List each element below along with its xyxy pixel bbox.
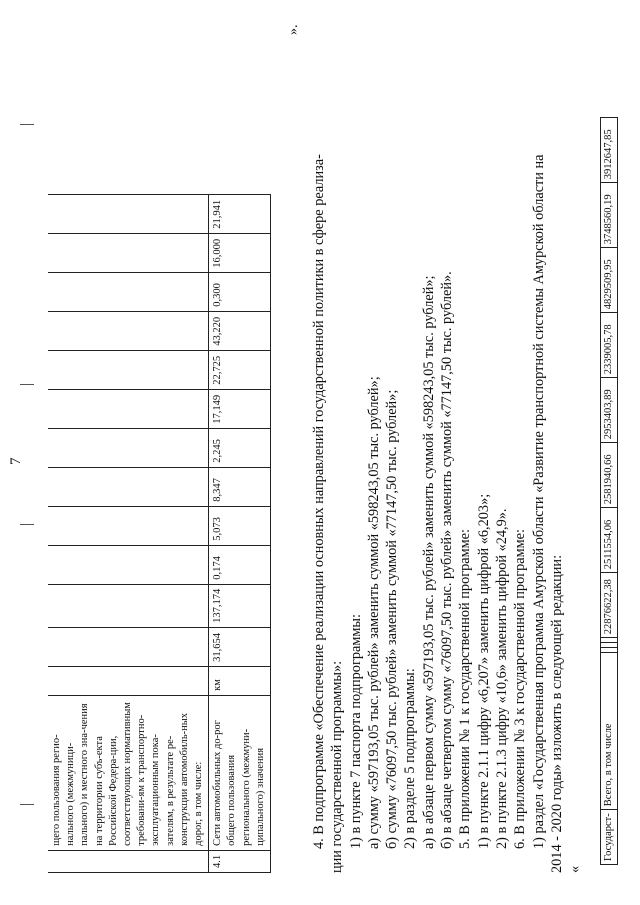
table-cell: 2511554,06 <box>601 508 618 573</box>
program-funding-table <box>600 117 618 865</box>
table-cell: 21,941 <box>209 194 271 233</box>
amendment-text <box>310 13 584 873</box>
paragraph: б) в абзаце четвертом сумму «76097,50 тыс. рублей» заменить суммой «77147,50 тыс. рублей». <box>439 271 456 849</box>
table-cell: 2953403,89 <box>601 378 618 443</box>
page-number: 7 <box>8 457 24 465</box>
paragraph: 5. В приложении № 1 к государственной программе: <box>457 529 474 849</box>
paragraph: а) в абзаце первом сумму «597193,05 тыс. рублей» заменить суммой «598243,05 тыс. рублей»; <box>420 275 437 849</box>
paragraph: ции государственной программы»: <box>329 660 346 873</box>
table-cell: 3912647,85 <box>601 118 618 183</box>
row-number: 4.1 <box>209 850 271 872</box>
scan-mark <box>20 804 34 805</box>
table-row <box>48 194 209 872</box>
table-cell: 2,245 <box>209 428 271 467</box>
paragraph: 1) раздел «Государственная программа Амурской области «Развитие транспортной системы Амурской области на <box>530 154 547 849</box>
paragraph: 2) в пункте 2.1.3 цифру «10,6» заменить цифрой «24,9». <box>493 508 510 849</box>
scan-mark <box>20 524 34 525</box>
row-unit: км <box>209 666 271 695</box>
table-cell: 2581940,66 <box>601 443 618 508</box>
paragraph: 2014 - 2020 годы» изложить в следующей редакции: <box>548 554 565 873</box>
table-cell: 0,174 <box>209 545 271 584</box>
paragraph: б) сумму «76097,50 тыс. рублей» заменить суммой «77147,50 тыс. рублей»; <box>384 389 401 849</box>
total-label-cell: Всего, в том числе <box>601 653 618 810</box>
table-cell: 43,220 <box>209 311 271 350</box>
table-cell: 16,000 <box>209 233 271 272</box>
paragraph: 1) в пункте 7 паспорта подпрограммы: <box>347 614 364 849</box>
row-name: Сети автомобильных до-рог общего пользования регионального (межмуни-ципального) значения <box>209 695 271 850</box>
table-cell: 8,347 <box>209 467 271 506</box>
table-cell: 17,149 <box>209 389 271 428</box>
table-cell: 22876622,38 <box>601 573 618 638</box>
paragraph: « <box>567 865 584 873</box>
table-cell: 3748560,19 <box>601 183 618 248</box>
table-cell: 137,174 <box>209 584 271 627</box>
continued-row-text: щего пользования регио-нального (межмуници-пального) и местного зна-чения на территории субъ-екта Российской Федера-ции, соответствующих нормативным требовани-ям к транспортно-эксплуатационным пока-зателям, в результате ре-конструкции автомобиль-ных дорог, в том числе: <box>48 695 209 850</box>
paragraph: 2) в разделе 5 подпрограммы: <box>402 668 419 849</box>
table-cell: 22,725 <box>209 350 271 389</box>
closing-quote: ». <box>286 24 301 35</box>
table-cell: 0,300 <box>209 272 271 311</box>
table-row <box>601 118 618 865</box>
table-cell: 5,073 <box>209 506 271 545</box>
table-cell: 4829509,95 <box>601 248 618 313</box>
paragraph: 1) в пункте 2.1.1 цифру «6,207» заменить цифрой «6,203»; <box>475 493 492 849</box>
paragraph: а) сумму «597193,05 тыс. рублей» заменить суммой «598243,05 тыс. рублей»; <box>365 376 382 849</box>
program-name-cell: Государст- <box>601 810 618 865</box>
table-cell: 2339005,78 <box>601 313 618 378</box>
table-row <box>209 194 271 872</box>
scan-mark <box>20 124 34 125</box>
indicators-table <box>48 194 271 873</box>
table-cell: 31,654 <box>209 627 271 666</box>
paragraph: 6. В приложении № 3 к государственной программе: <box>512 529 529 849</box>
paragraph: 4. В подпрограмме «Обеспечение реализации основных направлений государственной политики в сфере реализа- <box>311 154 327 849</box>
scan-mark <box>20 384 34 385</box>
